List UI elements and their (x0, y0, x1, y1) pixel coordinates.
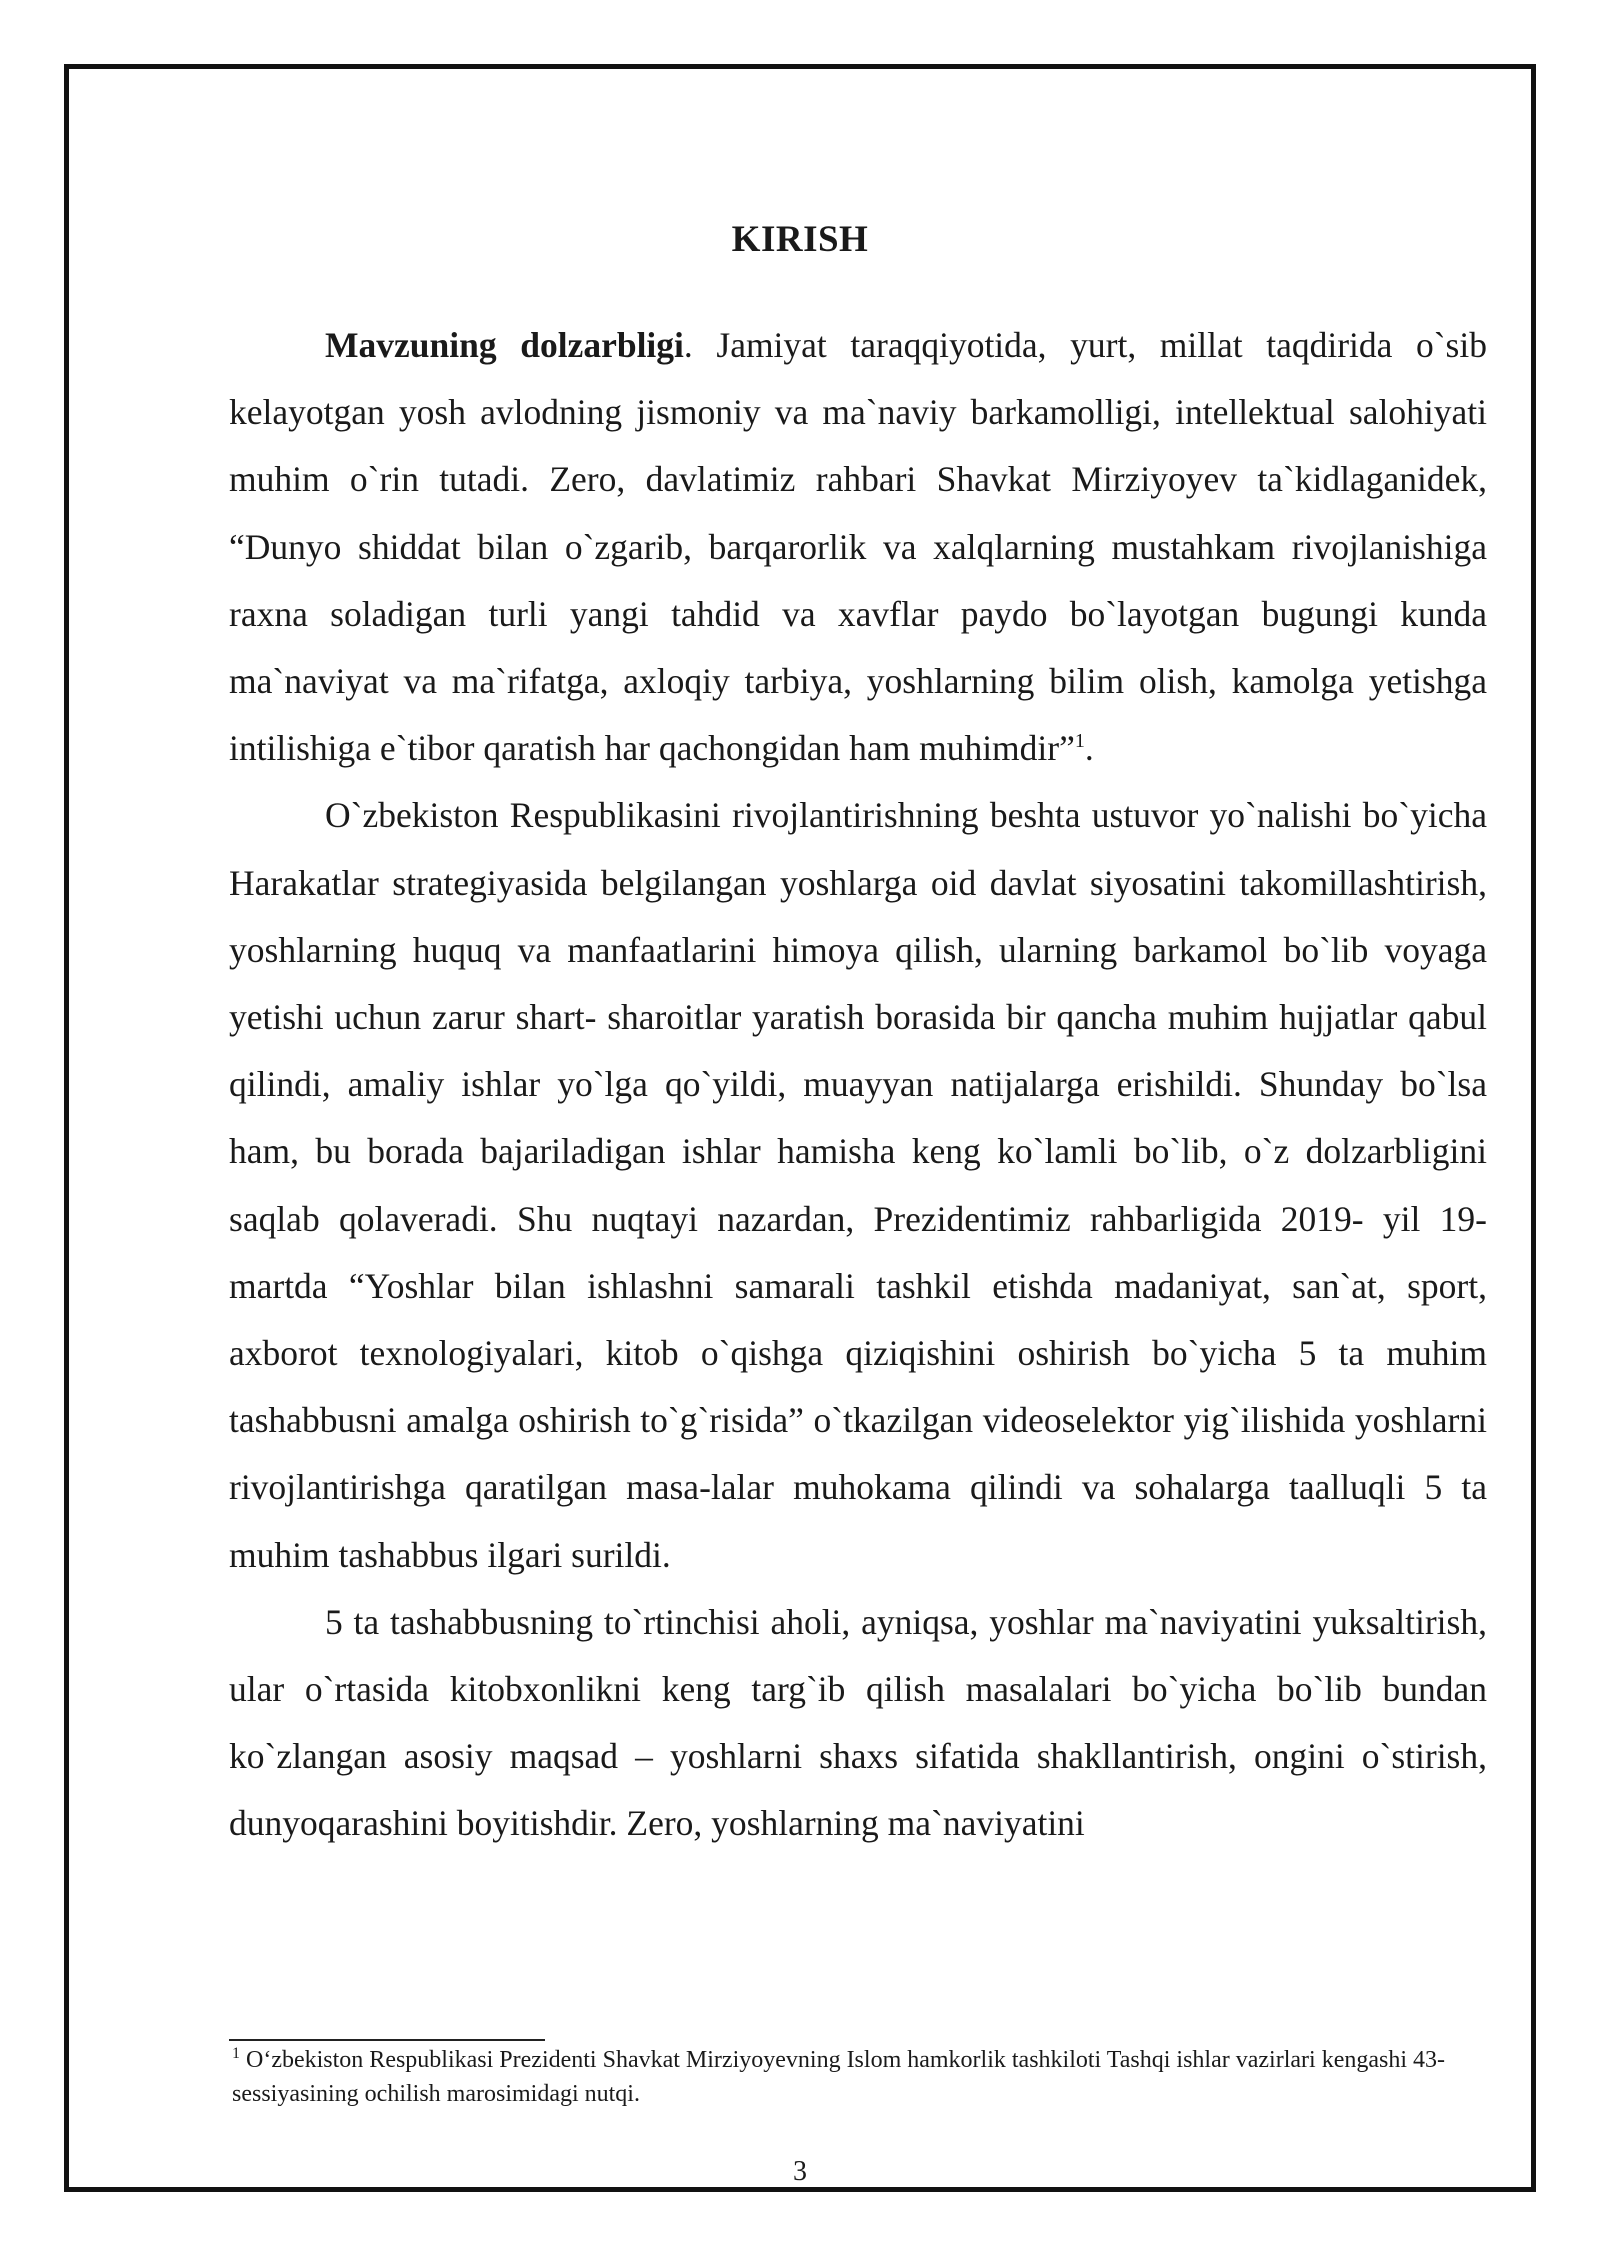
paragraph-lead-bold: Mavzuning dolzarbligi (325, 325, 684, 365)
paragraph-1-text: . Jamiyat taraqqiyotida, yurt, millat taqdirida o`sib kelayotgan yosh avlodning jismoniy va ma`naviy barkamolligi, intellektual salohiyati muhim o`rin tutadi. Zero, davlatimiz rahbari Shavkat Mirziyoyev ta`kidlaganidek, “Dunyo shiddat bilan o`zgarib, barqarorlik va xalqlarning mustahkam rivojlanishiga raxna soladigan turli yangi tahdid va xavflar paydo bo`layotgan bugungi kunda ma`naviyat va ma`rifatga, axloqiy tarbiya, yoshlarning bilim olish, kamolga yetishga intilishiga e`tibor qaratish har qachongidan ham muhimdir” (229, 325, 1487, 769)
body-text (229, 312, 1487, 1858)
footnote-separator (229, 2039, 545, 2041)
section-heading: KIRISH (731, 219, 869, 260)
page-number: 3 (793, 2156, 807, 2187)
paragraph-1-end: . (1084, 728, 1094, 769)
paragraph-2: O`zbekiston Respublikasini rivojlantirishning beshta ustuvor yo`nalishi bo`yicha Harakatlar strategiyasida belgilangan yoshlarga oid davlat siyosatini takomillashtirish, yoshlarning huquq va manfaatlarini himoya qilish, ularning barkamol bo`lib voyaga yetishi uchun zarur shart- sharoitlar yaratish borasida bir qancha muhim hujjatlar qabul qilindi, amaliy ishlar yo`lga qo`yildi, muayyan natijalarga erishildi. Shunday bo`lsa ham, bu borada bajariladigan ishlar hamisha keng ko`lamli bo`lib, o`z dolzarbligini saqlab qolaveradi. Shu nuqtayi nazardan, Prezidentimiz rahbarligida 2019- yil 19- martda “Yoshlar bilan ishlashni samarali tashkil etishda madaniyat, san`at, sport, axborot texnologiyalari, kitob o`qishga qiziqishini oshirish bo`yicha 5 ta muhim tashabbusni amalga oshirish to`g`risida” o`tkazilgan videoselektor yig`ilishida yoshlarni rivojlantirishga qaratilgan masa-lalar muhokama qilindi va sohalarga taalluqli 5 ta muhim tashabbus ilgari surildi. (229, 795, 1487, 1575)
footnote (232, 2043, 1490, 2111)
footnote-number: 1 (232, 2045, 240, 2062)
paragraph-3: 5 ta tashabbusning to`rtinchisi aholi, ayniqsa, yoshlar ma`naviyatini yuksaltirish, ular o`rtasida kitobxonlikni keng targ`ib qilish masalalari bo`yicha bo`lib bundan ko`zlangan asosiy maqsad – yoshlarni shaxs sifatida shakllantirish, ongini o`stirish, dunyoqarashini boyitishdir. Zero, yoshlarning ma`naviyatini (229, 1601, 1487, 1844)
paragraph-1 (229, 312, 1487, 782)
footnote-reference[interactable]: 1 (1074, 730, 1085, 753)
footnote-text: O‘zbekiston Respublikasi Prezidenti Shavkat Mirziyoyevning Islom hamkorlik tashkiloti Tashqi ishlar vazirlari kengashi 43- sessiyasining ochilish marosimidagi nutqi. (232, 2047, 1445, 2107)
